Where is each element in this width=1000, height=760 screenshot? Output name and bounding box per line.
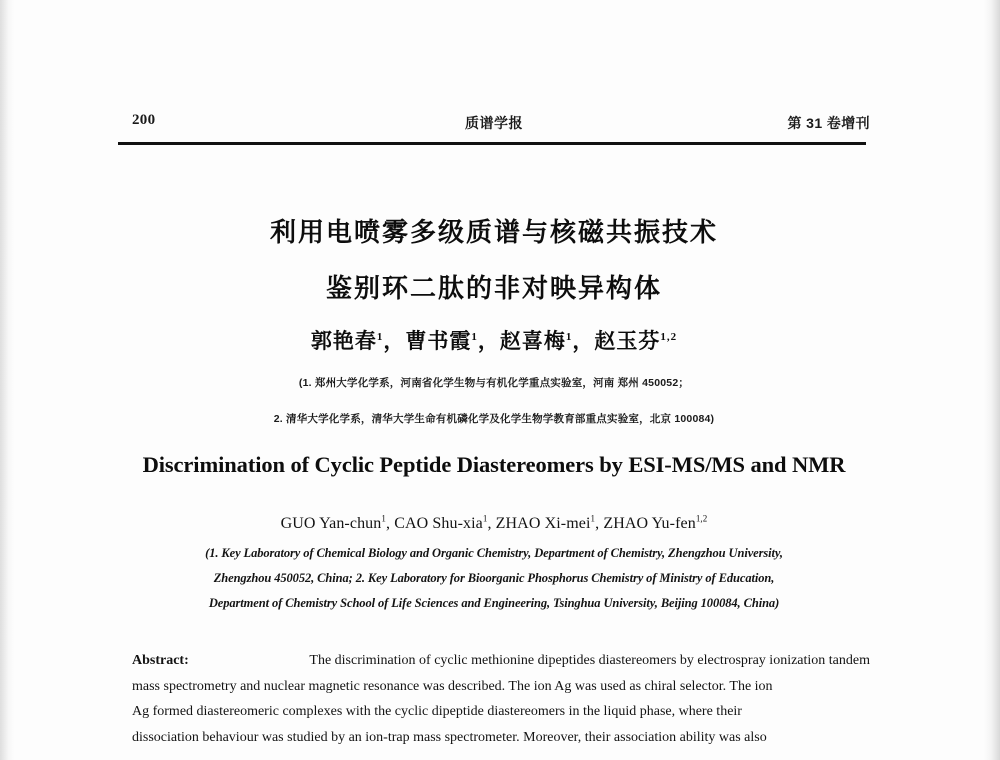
abstract-line-3-text: Ag formed diastereomeric complexes with the cyclic dipeptide diastereomers in the liquid phase, where their [132, 704, 742, 719]
abstract-line-2 [132, 674, 870, 700]
english-author-2: CAO Shu-xia$^1$, [394, 514, 496, 533]
abstract-line-1-text: The discrimination of cyclic methionine dipeptides diastereomers by electrospray ionization tandem [309, 653, 870, 668]
abstract-label: Abstract: [132, 653, 189, 668]
abstract-line-1 [132, 648, 870, 674]
scan-edge-left [0, 0, 14, 760]
english-author-3: ZHAO Xi-mei$^1$, [495, 514, 604, 533]
abstract-line-4-text: dissociation behaviour was studied by an ion-trap mass spectrometer. Moreover, their association ability was also [132, 729, 767, 745]
english-affiliation-line-1: (1. Key Laboratory of Chemical Biology and Organic Chemistry, Department of Chemistry, Zhengzhou University, [205, 546, 783, 560]
affiliation-marker: 1 [376, 331, 384, 343]
english-title: Discrimination of Cyclic Peptide Diastereomers by ESI-MS/MS and NMR [142, 452, 846, 477]
running-header [118, 112, 870, 142]
volume-info: 第 31 卷增刊 [787, 115, 870, 131]
chinese-title-line-1: 利用电喷雾多级质谱与核磁共振技术 [269, 217, 718, 247]
page-content [118, 0, 870, 760]
header-divider-rule [118, 142, 866, 145]
affiliation-marker: 1,2 [660, 331, 678, 343]
english-author-1: GUO Yan-chun$^1$, [280, 514, 395, 533]
scan-edge-right [984, 0, 1000, 760]
chinese-author-list [118, 325, 870, 355]
affiliation-marker: 1 [565, 331, 573, 343]
chinese-title-line-2: 鉴别环二肽的非对映异构体 [325, 273, 662, 303]
abstract-section [132, 648, 870, 750]
english-affiliation-line-2: Zhengzhou 450052, China; 2. Key Laboratory for Bioorganic Phosphorus Chemistry of Ministry of Education, [213, 571, 775, 585]
english-affiliation-line-3: Department of Chemistry School of Life Sciences and Engineering, Tsinghua University, Beijing 100084, China) [208, 596, 780, 610]
affiliation-marker: 1 [590, 514, 596, 524]
abstract-line-2-text: mass spectrometry and nuclear magnetic resonance was described. The ion Ag was used as chiral selector. The ion [132, 678, 773, 694]
affiliation-marker: 1,2 [695, 514, 708, 524]
chinese-author-3: 赵喜梅$^1$， [499, 329, 595, 353]
chinese-author-4: 赵玉芬$^{1,2}$ [594, 329, 678, 353]
affiliation-marker: 1 [381, 514, 386, 524]
journal-name: 质谱学报 [465, 115, 523, 131]
chinese-affiliation-line-2: 2. 清华大学化学系，清华大学生命有机磷化学及化学生物学教育部重点实验室，北京 100084) [273, 413, 715, 425]
abstract-line-3 [132, 699, 870, 725]
chinese-author-2: 曹书霞$^1$， [405, 329, 500, 353]
abstract-line-4 [132, 725, 870, 751]
chinese-affiliation-line-1: (1. 郑州大学化学系，河南省化学生物与有机化学重点实验室，河南 郑州 450052； [298, 377, 690, 389]
english-author-list [118, 514, 870, 533]
chinese-author-1: 郭艳春$^1$， [310, 329, 406, 353]
page-number: 200 [132, 112, 156, 128]
affiliation-marker: 1 [471, 331, 478, 343]
english-author-4: ZHAO Yu-fen$^{1,2}$ [603, 514, 708, 533]
affiliation-marker: 1 [482, 514, 488, 524]
